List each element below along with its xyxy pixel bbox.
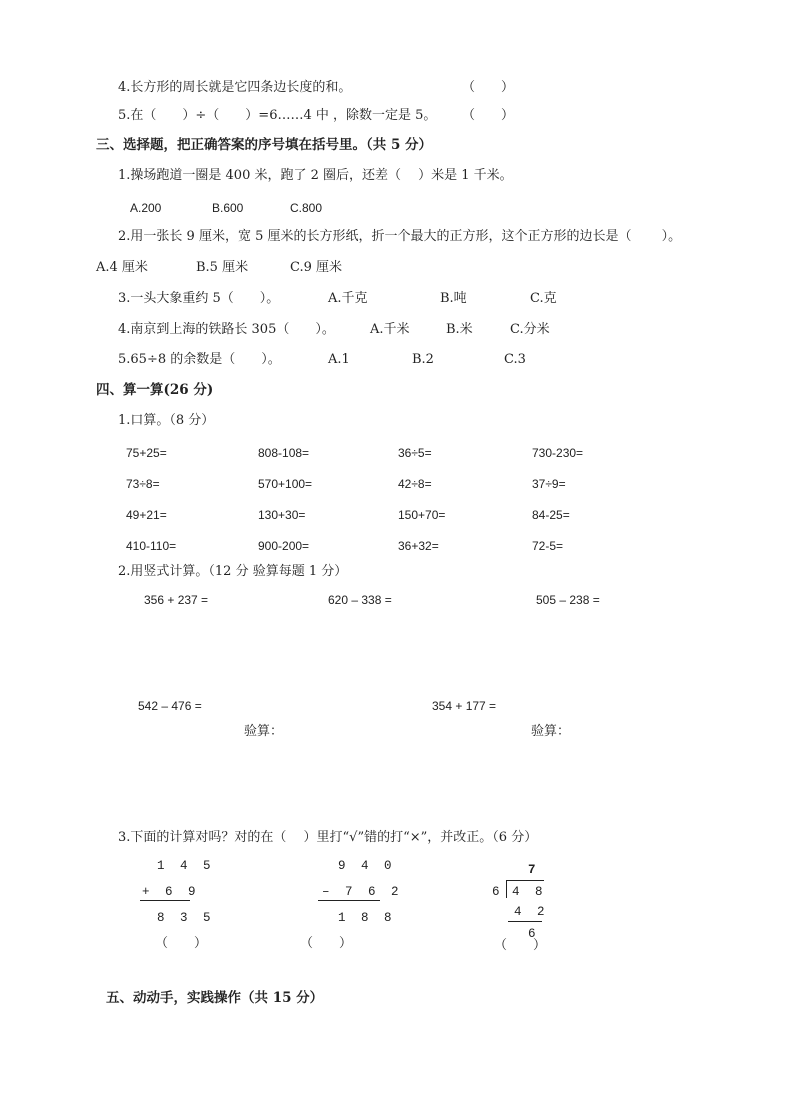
calc3-division-bracket bbox=[506, 880, 507, 898]
vertical-calc-problem: 542 – 476 = bbox=[138, 699, 202, 713]
choice-q4-option-c[interactable]: C.分米 bbox=[510, 322, 550, 337]
calc3-dividend: 4 8 bbox=[512, 885, 547, 899]
calc3-remainder: 6 bbox=[528, 927, 540, 941]
choice-q3-option-c[interactable]: C.克 bbox=[530, 291, 557, 306]
choice-q3-option-a[interactable]: A.千克 bbox=[328, 291, 368, 306]
check-label: 验算： bbox=[531, 724, 571, 739]
vertical-calc-title: 2.用竖式计算。（12 分 验算每题 1 分） bbox=[118, 564, 348, 579]
oral-calc-item: 84-25= bbox=[532, 508, 570, 522]
calc3-underline bbox=[508, 921, 542, 922]
oral-calc-item: 410-110= bbox=[126, 539, 177, 553]
oral-calc-item: 72-5= bbox=[532, 539, 564, 553]
oral-calc-item: 900-200= bbox=[258, 539, 310, 553]
vertical-calc-problem: 620 – 338 = bbox=[328, 593, 392, 607]
judge-item-4: 4.长方形的周长就是它四条边长度的和。 bbox=[118, 80, 352, 95]
choice-q2-option-a[interactable]: A.4 厘米 bbox=[96, 260, 148, 275]
calc1-addend: + 6 9 bbox=[142, 885, 200, 899]
choice-q2-option-b[interactable]: B.5 厘米 bbox=[196, 260, 249, 275]
judge-item-5-answer-paren[interactable]: （ ） bbox=[462, 108, 515, 123]
calc3-quotient: 7 bbox=[528, 863, 540, 877]
choice-q5-option-a[interactable]: A.1 bbox=[328, 352, 350, 367]
calc3-division-bar bbox=[506, 880, 544, 881]
choice-q5: 5.65÷8 的余数是（ ）。 bbox=[118, 352, 281, 367]
choice-q4: 4.南京到上海的铁路长 305（ ）。 bbox=[118, 322, 335, 337]
oral-calc-item: 49+21= bbox=[126, 508, 167, 522]
calc3-product: 4 2 bbox=[514, 905, 549, 919]
choice-q4-option-a[interactable]: A.千米 bbox=[370, 322, 410, 337]
vertical-calc-problem: 505 – 238 = bbox=[536, 593, 600, 607]
choice-q2-option-c[interactable]: C.9 厘米 bbox=[290, 260, 343, 275]
calc1-answer-paren[interactable]: （ ） bbox=[155, 936, 208, 951]
calc1-underline bbox=[140, 900, 190, 901]
calc2-underline bbox=[318, 900, 380, 901]
calc2-top-number: 9 4 0 bbox=[338, 859, 396, 873]
calc2-subtrahend: – 7 6 2 bbox=[322, 885, 403, 899]
oral-calc-item: 150+70= bbox=[398, 508, 446, 522]
oral-calc-item: 570+100= bbox=[258, 477, 313, 491]
choice-q4-option-b[interactable]: B.米 bbox=[446, 322, 473, 337]
choice-q2: 2.用一张长 9 厘米，宽 5 厘米的长方形纸，折一个最大的正方形，这个正方形的边长是（ ）。 bbox=[118, 229, 682, 244]
choice-q3: 3.一头大象重约 5（ ）。 bbox=[118, 291, 280, 306]
choice-q1-option-b[interactable]: B.600 bbox=[212, 201, 244, 215]
judge-calc-title: 3.下面的计算对吗？对的在（ ）里打“√”错的打“×”，并改正。（6 分） bbox=[118, 830, 538, 845]
vertical-calc-problem: 354 + 177 = bbox=[432, 699, 497, 713]
vertical-calc-problem: 356 + 237 = bbox=[144, 593, 209, 607]
choice-q1-option-a[interactable]: A.200 bbox=[130, 201, 162, 215]
choice-q1: 1.操场跑道一圈是 400 米，跑了 2 圈后，还差（ ）米是 1 千米。 bbox=[118, 168, 513, 183]
oral-calc-item: 75+25= bbox=[126, 446, 167, 460]
oral-calc-item: 36÷5= bbox=[398, 446, 432, 460]
choice-q5-option-c[interactable]: C.3 bbox=[504, 352, 526, 367]
oral-calc-title: 1.口算。（8 分） bbox=[118, 413, 215, 428]
calc3-answer-paren[interactable]: （ ） bbox=[494, 938, 547, 953]
choice-q5-option-b[interactable]: B.2 bbox=[412, 352, 434, 367]
judge-item-5: 5.在（ ）÷（ ）=6……4 中 ，除数一定是 5。 bbox=[118, 108, 437, 123]
calc2-answer-paren[interactable]: （ ） bbox=[300, 936, 353, 951]
section-4-title: 四、算一算(26 分) bbox=[96, 382, 214, 398]
oral-calc-item: 130+30= bbox=[258, 508, 306, 522]
calc1-top-number: 1 4 5 bbox=[157, 859, 215, 873]
check-label: 验算： bbox=[244, 724, 284, 739]
oral-calc-item: 808-108= bbox=[258, 446, 310, 460]
oral-calc-item: 37÷9= bbox=[532, 477, 566, 491]
calc3-divisor: 6 bbox=[492, 885, 504, 899]
oral-calc-item: 730-230= bbox=[532, 446, 584, 460]
section-3-title: 三、选择题，把正确答案的序号填在括号里。（共 5 分） bbox=[96, 137, 433, 153]
oral-calc-item: 73÷8= bbox=[126, 477, 160, 491]
choice-q1-option-c[interactable]: C.800 bbox=[290, 201, 323, 215]
oral-calc-item: 36+32= bbox=[398, 539, 439, 553]
calc1-result: 8 3 5 bbox=[157, 911, 215, 925]
section-5-title: 五、动动手，实践操作（共 15 分） bbox=[106, 990, 324, 1006]
judge-item-4-answer-paren[interactable]: （ ） bbox=[462, 80, 515, 95]
oral-calc-item: 42÷8= bbox=[398, 477, 432, 491]
calc2-result: 1 8 8 bbox=[338, 911, 396, 925]
choice-q3-option-b[interactable]: B.吨 bbox=[440, 291, 467, 306]
